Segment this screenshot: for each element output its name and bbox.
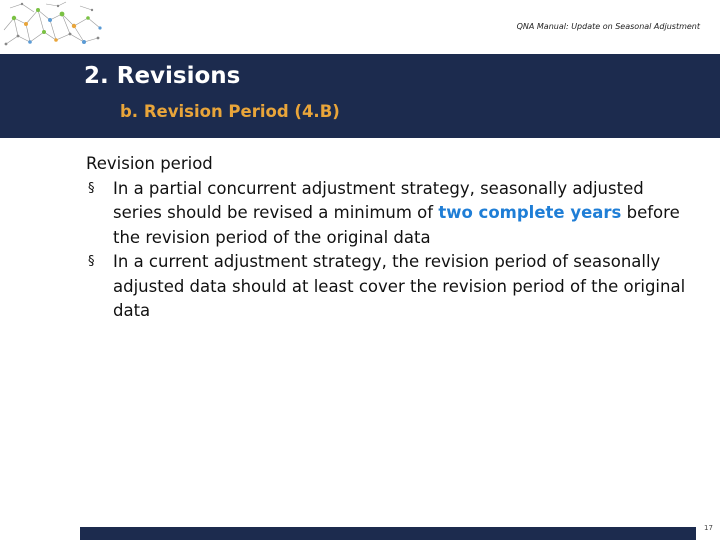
slide-subtitle: b. Revision Period (4.B) xyxy=(120,102,340,121)
footer-bar xyxy=(80,527,696,540)
body-heading: Revision period xyxy=(86,154,213,173)
bullet-text-before: In a partial concurrent adjustment strategy, seasonally adjusted series should be revised a minimum of xyxy=(113,178,644,222)
slide-title: 2. Revisions xyxy=(84,63,241,89)
bullet-item xyxy=(86,177,696,251)
page-number: 17 xyxy=(704,524,713,532)
square-bullet-icon: § xyxy=(88,254,95,269)
square-bullet-icon: § xyxy=(88,180,95,196)
bullet-text-after: before the revision period of the original data xyxy=(113,203,680,247)
highlight-text: two complete years xyxy=(438,203,622,222)
bullet-item xyxy=(86,250,696,324)
bullet-list xyxy=(86,177,696,324)
network-logo-graphic xyxy=(0,0,105,52)
slide-body xyxy=(86,152,696,324)
header-note: QNA Manual: Update on Seasonal Adjustment xyxy=(516,22,700,31)
bullet-text: In a current adjustment strategy, the revision period of seasonally adjusted data should at least cover the revision period of the original data xyxy=(113,252,686,320)
